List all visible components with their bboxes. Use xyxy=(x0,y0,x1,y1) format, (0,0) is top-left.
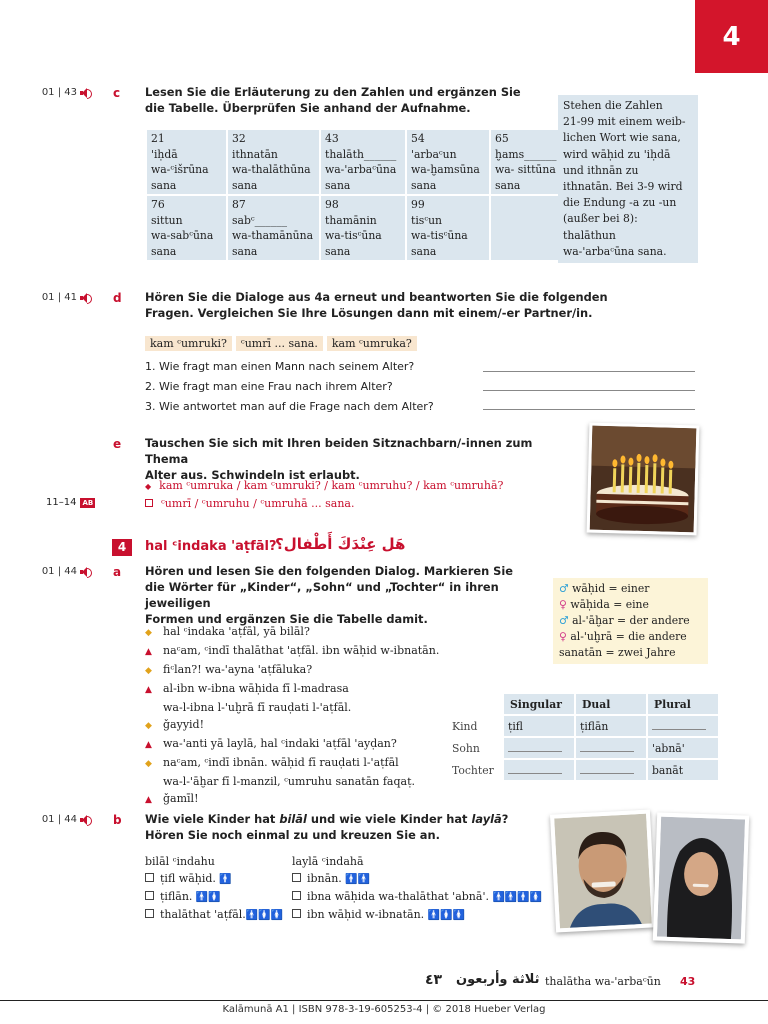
diamond-icon: ◆ xyxy=(145,628,152,638)
phrase-chip: kam ᶜumruki? xyxy=(145,336,232,351)
diamond-icon: ◆ xyxy=(145,759,152,769)
female-symbol-icon: ♀ xyxy=(559,630,567,643)
dialogue-line: ▲ naᶜam, ᶜindī thalāthat 'aṭfāl. ibn wāḥid w-ibnatān. xyxy=(145,642,445,661)
female-symbol-icon: ♀ xyxy=(559,598,567,611)
dialogue-line: wa-l-'āḫar fī l-manzil, ᶜumruhu sanatān faqaṭ. xyxy=(163,775,416,788)
section-number: 4 xyxy=(112,539,132,556)
footer-divider xyxy=(0,1000,768,1001)
dialogue-line: ◆ naᶜam, ᶜindī ibnān. wāḥid fī rauḍati l-'aṭfāl xyxy=(145,754,445,773)
table-cell[interactable]: 87 sabᶜ______ wa-thamānūna sana xyxy=(228,196,319,260)
track-number: 01 | 44 xyxy=(41,566,77,577)
table-cell-empty xyxy=(491,196,561,260)
row-label: Sohn xyxy=(452,741,480,755)
checkbox-option[interactable]: ṭifl wāḥid. 🚹 xyxy=(145,870,283,888)
triangle-icon: ▲ xyxy=(145,740,152,750)
audio-track-c[interactable] xyxy=(30,87,90,98)
dialogue-line: ◆ fiᶜlan?! wa-'ayna 'aṭfāluka? xyxy=(145,661,445,680)
checkbox-icon[interactable] xyxy=(292,873,301,882)
table-row xyxy=(448,760,718,780)
options-layla xyxy=(292,853,542,924)
chapter-tab: 4 xyxy=(695,0,768,73)
diamond-icon: ◆ xyxy=(145,666,152,676)
person-icon: 🚺 xyxy=(529,892,543,903)
person-icon: 🚺 xyxy=(258,910,271,921)
table-row xyxy=(147,196,561,260)
task-4a-instruction: Hören und lesen Sie den folgenden Dialog. Markieren Sie die Wörter für „Kinder“, „Sohn“ und „Tochter“ in ihren jeweiligen Formen und ergänzen Sie die Tabelle damit. xyxy=(145,564,514,626)
male-symbol-icon: ♂ xyxy=(559,582,569,595)
person-icon: 🚺 xyxy=(208,892,221,903)
phrase-line: kam ᶜumruka / kam ᶜumruki? / kam ᶜumruhu? / kam ᶜumruhā? xyxy=(159,479,504,492)
checkbox-option[interactable]: ṭiflān. 🚹🚺 xyxy=(145,888,283,906)
children-table xyxy=(446,692,720,782)
number-explanation-box: Stehen die Zahlen 21-99 mit einem weib- lichen Wort wie sana, wird wāḥid zu 'iḥdā und ithnān zu ithnatān. Bei 3-9 wird die Endung -a zu -un (außer bei 8): thalāthun wa-'arbaᶜūna sana. xyxy=(558,95,698,263)
speaker-icon[interactable] xyxy=(80,815,90,825)
track-number: 01 | 43 xyxy=(41,87,77,98)
checkbox-option[interactable]: thalāthat 'aṭfāl.🚹🚺🚺 xyxy=(145,906,283,924)
section-title: hal ᶜindaka 'aṭfāl? xyxy=(145,539,277,554)
person-icon: 🚹 xyxy=(195,892,209,903)
task-letter-a: a xyxy=(113,565,122,579)
table-cell[interactable]: banāt xyxy=(648,760,718,780)
male-symbol-icon: ♂ xyxy=(559,614,569,627)
column-header: Dual xyxy=(576,694,646,714)
triangle-icon: ▲ xyxy=(145,685,152,695)
column-title: bilāl ᶜindahu xyxy=(145,855,215,868)
column-header: Plural xyxy=(648,694,718,714)
table-cell-blank[interactable] xyxy=(504,738,574,758)
list-item: 1. Wie fragt man einen Mann nach seinem Alter? xyxy=(145,360,415,373)
table-row xyxy=(448,716,718,736)
man-portrait xyxy=(554,814,652,929)
question-list xyxy=(145,357,475,417)
footer-imprint: Kalāmunā A1 | ISBN 978-3-19-605253-4 | © 2018 Hueber Verlag xyxy=(222,1004,546,1015)
task-letter-c: c xyxy=(113,86,121,100)
table-cell[interactable]: ṭiflān xyxy=(576,716,646,736)
task-c-instruction: Lesen Sie die Erläuterung zu den Zahlen und ergänzen Sie die Tabelle. Überprüfen Sie anhand der Aufnahme. xyxy=(145,85,521,115)
workbook-pages: 11–14 xyxy=(46,497,77,508)
table-cell[interactable]: 65 ḫams______ wa- sittūna sana xyxy=(491,130,561,194)
dialogue xyxy=(145,623,445,809)
table-cell[interactable]: 43 thalāth______ wa-'arbaᶜūna sana xyxy=(321,130,405,194)
task-4b-instruction: Wie viele Kinder hat bilāl und wie viele Kinder hat laylā? Hören Sie noch einmal zu und kreuzen Sie an. xyxy=(145,812,509,842)
column-title: laylā ᶜindahā xyxy=(292,855,364,868)
task-d-instruction: Hören Sie die Dialoge aus 4a erneut und beantworten Sie die folgenden Fragen. Vergleichen Sie Ihre Lösungen dann mit einem/-er Partner/in. xyxy=(145,290,608,320)
person-icon: 🚹🚹🚹 xyxy=(492,892,530,903)
woman-portrait xyxy=(657,817,745,940)
answer-line[interactable] xyxy=(483,371,695,372)
checkbox-icon[interactable] xyxy=(292,891,301,900)
audio-track-4a[interactable] xyxy=(30,566,90,577)
table-cell[interactable]: 98 thamānin wa-tisᶜūna sana xyxy=(321,196,405,260)
speaker-icon[interactable] xyxy=(80,567,90,577)
birthday-cake-photo xyxy=(587,423,700,536)
dialogue-line: wa-l-ibna l-'uḫrā fī rauḍati l-'aṭfāl. xyxy=(163,701,352,714)
diamond-icon: ◆ xyxy=(145,721,152,731)
task-e-instruction: Tauschen Sie sich mit Ihren beiden Sitznachbarn/-innen zum Thema Alter aus. Schwindeln ist erlaubt. xyxy=(145,436,533,482)
dialogue-line: ◆ hal ᶜindaka 'aṭfāl, yā bilāl? xyxy=(145,623,445,642)
table-cell[interactable]: 21 'iḥdā wa-ᶜišrūna sana xyxy=(147,130,226,194)
column-header: Singular xyxy=(504,694,574,714)
phrase-lines xyxy=(145,477,503,512)
checkbox-option[interactable]: ibna wāḥida wa-thalāthat 'abnā'. 🚹🚹🚹🚺 xyxy=(292,888,542,906)
table-cell[interactable]: 99 tisᶜun wa-tisᶜūna sana xyxy=(407,196,489,260)
task-letter-d: d xyxy=(113,291,122,305)
table-row xyxy=(147,130,561,194)
table-cell[interactable]: 54 'arbaᶜun wa-ḫamsūna sana xyxy=(407,130,489,194)
section-title-arabic: هَل عِنْدَكَ أَطْفال؟ xyxy=(275,535,406,553)
dialogue-line: ◆ ǧayyid! xyxy=(145,716,445,735)
row-label: Tochter xyxy=(452,763,494,777)
triangle-icon: ▲ xyxy=(145,647,152,657)
answer-line[interactable] xyxy=(483,390,695,391)
table-cell[interactable]: 'abnā' xyxy=(648,738,718,758)
dialogue-line: ▲ wa-'anti yā laylā, hal ᶜindaki 'aṭfāl 'ayḍan? xyxy=(145,735,445,754)
checkbox-icon[interactable] xyxy=(145,891,154,900)
arabic-page-number: ٤٣ xyxy=(425,972,443,988)
person-icon: 🚹 xyxy=(219,874,232,885)
phrase-chip: ᶜumrī ... sana. xyxy=(236,336,323,351)
numbers-table xyxy=(145,128,563,262)
page-number-transliteration: thalātha wa-'arbaᶜūn xyxy=(545,975,661,988)
checkbox-icon[interactable] xyxy=(145,909,154,918)
page-number: 43 xyxy=(680,975,696,988)
vocabulary-box: ♂ wāḥid = einer ♀ wāḥida = eine ♂ al-'āḫar = der andere ♀ al-'uḫrā = die andere sanatān = zwei Jahre xyxy=(553,578,708,664)
task-letter-e: e xyxy=(113,437,122,451)
table-header-row xyxy=(448,694,718,714)
list-item: 2. Wie fragt man eine Frau nach ihrem Alter? xyxy=(145,380,393,393)
person-icon: 🚺 xyxy=(270,910,284,921)
triangle-icon: ▲ xyxy=(145,795,152,805)
woman-photo xyxy=(653,812,749,943)
table-cell-blank[interactable] xyxy=(504,760,574,780)
checkbox-option[interactable]: ibn wāḥid w-ibnatān. 🚹🚺🚺 xyxy=(292,906,542,924)
task-letter-b: b xyxy=(113,813,122,827)
checkbox-icon[interactable] xyxy=(145,873,154,882)
dialogue-line: ▲ ǧamīl! xyxy=(145,790,445,809)
table-cell-blank[interactable] xyxy=(576,738,646,758)
track-number: 01 | 44 xyxy=(41,814,77,825)
speaker-icon[interactable] xyxy=(80,88,90,98)
table-cell[interactable]: 32 ithnatān wa-thalāthūna sana xyxy=(228,130,319,194)
table-row xyxy=(448,738,718,758)
table-cell[interactable]: ṭifl xyxy=(504,716,574,736)
person-icon: 🚺🚺 xyxy=(440,910,466,921)
person-icon: 🚹 xyxy=(427,910,441,921)
table-cell[interactable]: 76 sittun wa-sabᶜūna sana xyxy=(147,196,226,260)
table-cell-blank[interactable] xyxy=(576,760,646,780)
person-icon: 🚹 xyxy=(245,910,259,921)
phrase-chip: kam ᶜumruka? xyxy=(327,336,417,351)
square-icon xyxy=(145,499,153,507)
speaker-icon[interactable] xyxy=(80,293,90,303)
diamond-icon: ◆ xyxy=(145,482,152,491)
table-cell-blank[interactable] xyxy=(648,716,718,736)
list-item: 3. Wie antwortet man auf die Frage nach dem Alter? xyxy=(145,400,434,413)
man-photo xyxy=(550,809,656,932)
workbook-reference xyxy=(46,497,95,508)
audio-track-4b[interactable] xyxy=(30,814,90,825)
dialogue-line: ▲ al-ibn w-ibna wāḥida fī l-madrasa xyxy=(145,680,445,699)
track-number: 01 | 41 xyxy=(41,292,77,303)
phrase-chips xyxy=(145,332,421,351)
arabic-page-word: ثلاثة وأربعون xyxy=(456,972,540,987)
workbook-badge: AB xyxy=(82,498,94,507)
audio-track-d[interactable] xyxy=(30,292,90,303)
row-label: Kind xyxy=(452,719,478,733)
person-icon: 🚹🚹 xyxy=(345,874,371,885)
options-bilal xyxy=(145,853,283,924)
phrase-line: ᶜumrī / ᶜumruhu / ᶜumruhā ... sana. xyxy=(161,497,355,510)
checkbox-icon[interactable] xyxy=(292,909,301,918)
cake-image xyxy=(590,426,697,533)
checkbox-option[interactable]: ibnān. 🚹🚹 xyxy=(292,870,542,888)
answer-line[interactable] xyxy=(483,409,695,410)
